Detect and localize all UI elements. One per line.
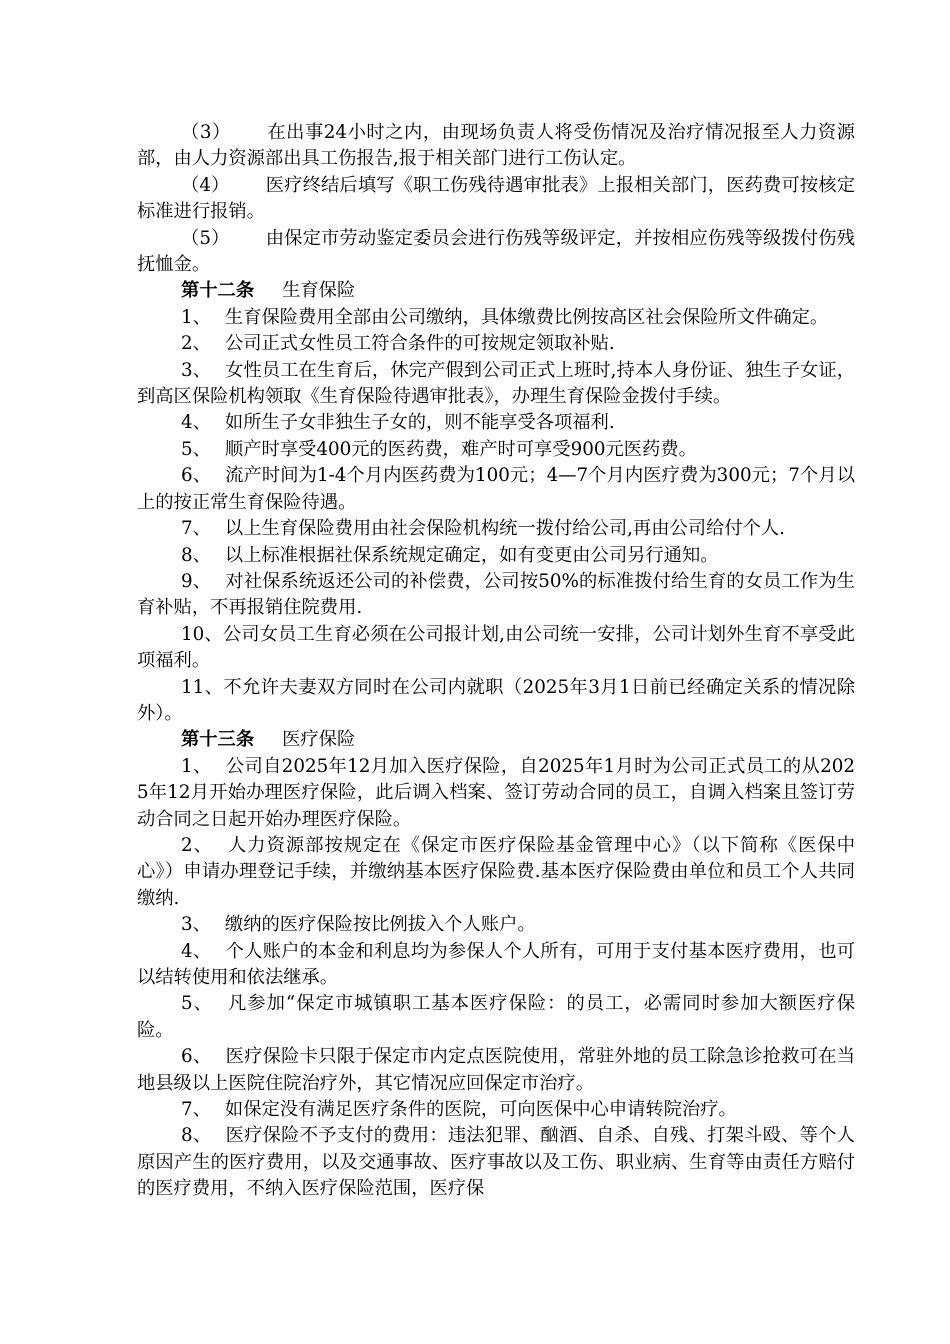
list-item (137, 331, 855, 357)
item-number: 1、 (181, 755, 212, 777)
item-number: 2、 (181, 333, 211, 355)
item-number: 4、 (181, 940, 212, 962)
list-item (137, 1044, 855, 1097)
item-text: 以上生育保险费用由社会保险机构统一拨付给公司,再由公司给付个人. (224, 518, 785, 540)
list-item (137, 305, 855, 331)
item-text: 医疗终结后填写《职工伤残待遇审批表》上报相关部门，医药费可按核定标准进行报销。 (137, 174, 855, 223)
item-text: 由保定市劳动鉴定委员会进行伤残等级评定，并按相应伤残等级拨付伤残抚恤金。 (137, 227, 855, 276)
item-number: 2、 (181, 834, 213, 856)
item-text: 医疗保险卡只限于保定市内定点医院使用，常驻外地的员工除急诊抢救可在当地县级以上医院住院治疗外，其它情况应回保定市治疗。 (137, 1046, 855, 1094)
item-text: 不允许夫妻双方同时在公司内就职（2025年3月1日前已经确定关系的情况除外）。 (137, 676, 855, 724)
article-number: 第十三条 (181, 729, 255, 751)
item-number: （3） (181, 122, 231, 143)
item-number: 7、 (181, 518, 211, 540)
list-item (137, 516, 855, 542)
item-number: 1、 (181, 306, 211, 328)
item-number: 8、 (181, 544, 211, 566)
item-number: 5、 (181, 993, 213, 1015)
item-number: （5） (181, 227, 230, 249)
item-text: 生育保险费用全部由公司缴纳，具体缴费比例按高区社会保险所文件确定。 (224, 306, 829, 328)
item-text: 缴纳的医疗保险按比例拔入个人账户。 (224, 914, 536, 936)
injury-step-5 (137, 226, 855, 279)
list-item (137, 991, 855, 1044)
item-number: 6、 (181, 465, 212, 487)
article-13-heading (137, 727, 855, 753)
item-text: 对社保系统返还公司的补偿费，公司按50%的标准拨付给生育的女员工作为生育补贴，不再报销住院费用. (137, 570, 855, 619)
list-item (137, 543, 855, 569)
list-item (137, 358, 855, 411)
list-item (137, 1097, 855, 1123)
list-item (137, 622, 855, 675)
item-number: 5、 (181, 438, 211, 460)
item-text: 如所生子女非独生子女的，则不能享受各项福利. (224, 412, 615, 434)
item-number: 3、 (181, 914, 211, 936)
item-number: 11、 (181, 676, 224, 698)
article-title: 生育保险 (282, 280, 356, 302)
injury-step-4 (137, 173, 855, 226)
list-item (137, 569, 855, 622)
item-number: 3、 (181, 359, 212, 381)
item-text: 人力资源部按规定在《保定市医疗保险基金管理中心》（以下简称《医保中心》）申请办理登记手续，并缴纳基本医疗保险费.基本医疗保险费由单位和员工个人共同缴纳. (137, 834, 855, 909)
list-item (137, 437, 855, 463)
item-number: 4、 (181, 412, 211, 434)
list-item (137, 912, 855, 938)
item-text: 顺产时享受400元的医药费，难产时可享受900元医药费。 (224, 438, 697, 460)
article-12-heading (137, 278, 855, 304)
document-page (137, 120, 855, 1203)
item-number: 7、 (181, 1099, 211, 1121)
item-number: （4） (181, 174, 230, 196)
list-item (137, 939, 855, 992)
article-title: 医疗保险 (282, 729, 356, 751)
item-text: 以上标准根据社保系统规定确定，如有变更由公司另行通知。 (224, 544, 719, 566)
item-text: 公司女员工生育必须在公司报计划,由公司统一安排，公司计划外生育不享受此项福利。 (137, 623, 855, 672)
item-text: 如保定没有满足医疗条件的医院，可向医保中心申请转院治疗。 (224, 1099, 737, 1121)
item-number: 10、 (181, 623, 223, 645)
item-number: 9、 (181, 570, 212, 592)
list-item (137, 754, 855, 833)
item-text: 流产时间为1-4个月内医药费为100元；4—7个月内医疗费为300元；7个月以上的按正常生育保险待遇。 (137, 465, 855, 513)
item-text: 女性员工在生育后，休完产假到公司正式上班时,持本人身份证、独生子女证，到高区保险机构领取《生育保险待遇审批表》，办理生育保险金拨付手续。 (137, 359, 855, 408)
item-number: 8、 (181, 1125, 212, 1147)
item-text: 在出事24小时之内，由现场负责人将受伤情况及治疗情况报至人力资源部，由人力资源部出具工伤报告,报于相关部门进行工伤认定。 (137, 122, 855, 170)
list-item (137, 410, 855, 436)
list-item (137, 1123, 855, 1202)
item-text: 公司自2025年12月加入医疗保险，自2025年1月时为公司正式员工的从2025年12月开始办理医疗保险，此后调入档案、签订劳动合同的员工，自调入档案且签订劳动合同之日起开始办理医疗保险。 (137, 755, 855, 830)
item-text: 医疗保险不予支付的费用：违法犯罪、酗酒、自杀、自残、打架斗殴、等个人原因产生的医疗费用，以及交通事故、医疗事故以及工伤、职业病、生育等由责任方赔付的医疗费用，不纳入医疗保险范围，医疗保 (137, 1125, 855, 1200)
article-number: 第十二条 (181, 280, 255, 302)
item-text: 凡参加“保定市城镇职工基本医疗保险：的员工，必需同时参加大额医疗保险。 (137, 993, 855, 1041)
list-item (137, 463, 855, 516)
item-number: 6、 (181, 1046, 212, 1068)
item-text: 个人账户的本金和利息均为参保人个人所有，可用于支付基本医疗费用，也可以结转使用和依法继承。 (137, 940, 855, 988)
list-item (137, 675, 855, 728)
injury-step-3 (137, 120, 855, 173)
item-text: 公司正式女性员工符合条件的可按规定领取补贴. (224, 333, 615, 355)
list-item (137, 833, 855, 912)
